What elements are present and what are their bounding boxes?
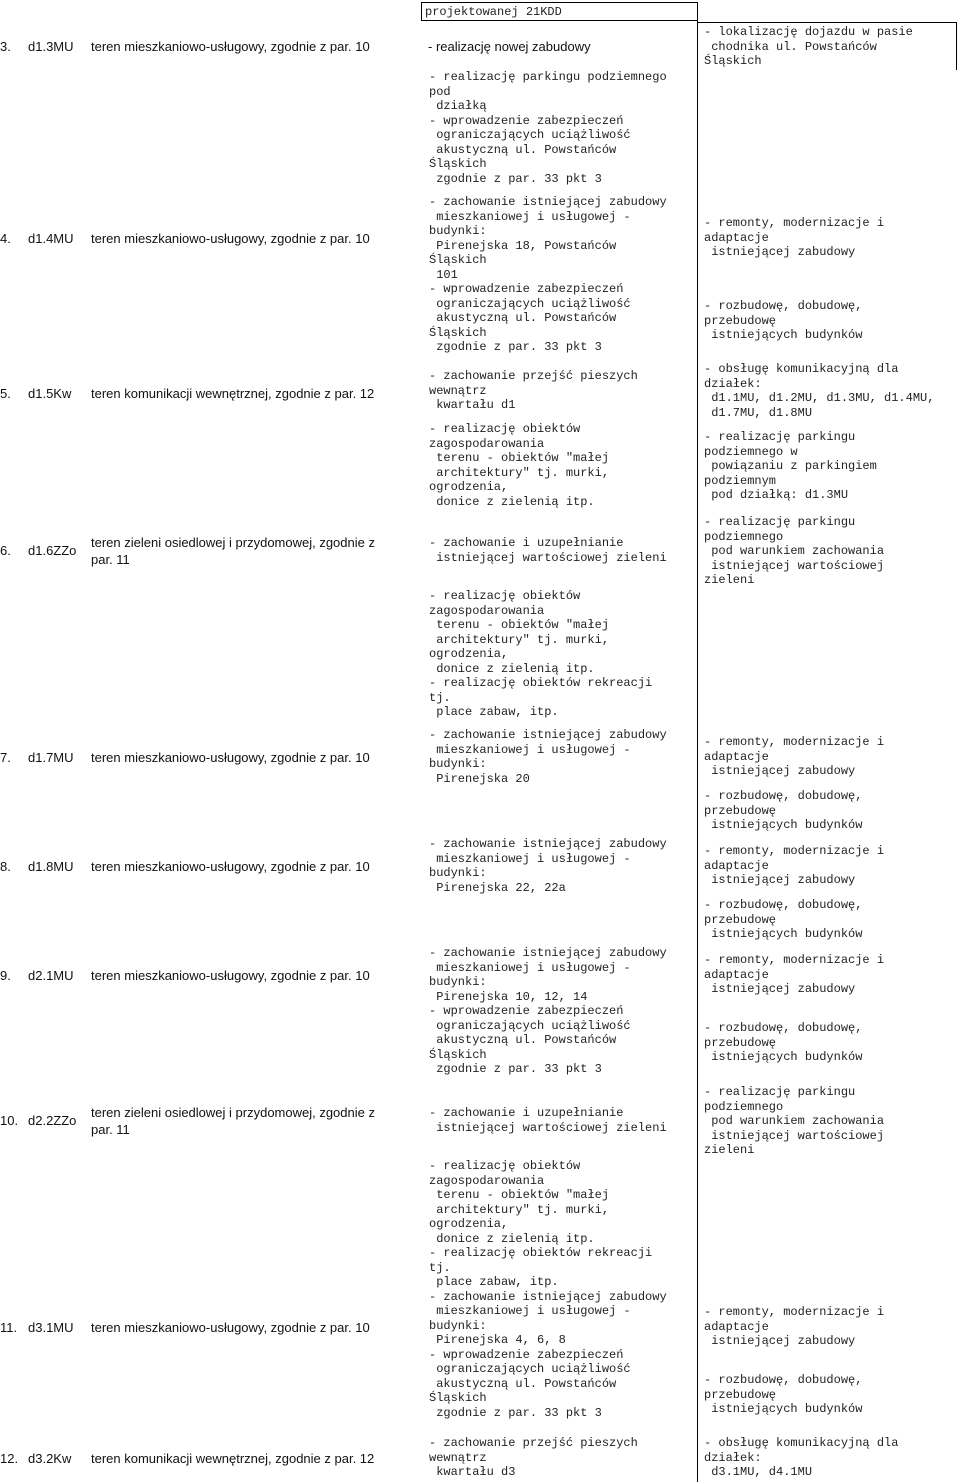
- text-line: zieleni: [704, 1143, 755, 1157]
- header-bottom-rule: [421, 20, 698, 21]
- col3-block: [704, 1436, 898, 1480]
- text-line: Śląskich: [429, 1391, 487, 1405]
- text-line: istniejącej zabudowy: [704, 873, 856, 887]
- row-description: teren mieszkaniowo-usługowy, zgodnie z par. 10: [91, 1320, 370, 1335]
- col3-block: [704, 735, 884, 779]
- row-number: 3.: [0, 39, 11, 54]
- text-line: zgodnie z par. 33 pkt 3: [429, 1405, 602, 1420]
- text-line: - zachowanie i uzupełnianie: [429, 1106, 624, 1120]
- row-description: teren mieszkaniowo-usługowy, zgodnie z par. 10: [91, 231, 370, 246]
- text-line: zgodnie z par. 33 pkt 3: [429, 171, 602, 186]
- text-line: - zachowanie i uzupełnianie: [429, 536, 624, 550]
- text-line: istniejących budynków: [704, 1050, 863, 1064]
- row-description: teren mieszkaniowo-usługowy, zgodnie z par. 10: [91, 750, 370, 765]
- row-description: teren zieleni osiedlowej i przydomowej, zgodnie z: [91, 1105, 375, 1120]
- text-line: istniejącej zabudowy: [704, 245, 856, 259]
- text-line: - lokalizację dojazdu w pasie: [704, 25, 913, 39]
- text-line: - wprowadzenie zabezpieczeń: [429, 282, 624, 296]
- row-number: 10.: [0, 1113, 19, 1128]
- text-line: adaptacje: [704, 1319, 769, 1334]
- col3-block: [704, 25, 913, 69]
- text-line: zgodnie z par. 33 pkt 3: [429, 340, 602, 354]
- col3-block: [704, 844, 884, 888]
- text-line: pod: [429, 84, 451, 99]
- col2-left-border: [421, 2, 422, 20]
- text-line: istniejącej zabudowy: [704, 1334, 856, 1348]
- text-line: kwartału d1: [429, 398, 516, 412]
- text-line: - obsługę komunikacyjną dla: [704, 1436, 899, 1450]
- col3-block: [704, 1373, 862, 1417]
- text-line: - wprowadzenie zabezpieczeń: [429, 113, 624, 128]
- text-line: przebudowę: [704, 1035, 777, 1050]
- text-line: adaptacje: [704, 967, 769, 982]
- text-line: Śląskich: [429, 325, 487, 340]
- row-number: 4.: [0, 231, 11, 246]
- text-line: przebudowę: [704, 803, 777, 818]
- col2-block: [429, 1106, 667, 1135]
- text-line: - rozbudowę, dobudowę,: [704, 898, 863, 912]
- text-line: - realizację obiektów: [429, 422, 581, 436]
- col3-block: [704, 1085, 884, 1158]
- text-line: budynki:: [429, 866, 487, 880]
- text-line: Śląskich: [429, 1047, 487, 1062]
- row-col2-text: - realizację nowej zabudowy: [428, 39, 591, 54]
- text-line: terenu - obiektów "małej: [429, 618, 610, 632]
- col3-block: [704, 789, 862, 833]
- text-line: - zachowanie istniejącej zabudowy: [429, 1289, 667, 1304]
- text-line: pod warunkiem zachowania: [704, 1114, 885, 1128]
- text-line: ograniczających uciążliwość: [429, 128, 631, 142]
- text-line: działek:: [704, 1450, 762, 1465]
- text-line: pod warunkiem zachowania: [704, 544, 885, 558]
- text-line: ogrodzenia,: [429, 647, 509, 661]
- text-line: istniejących budynków: [704, 1402, 863, 1416]
- row-number: 11.: [0, 1320, 18, 1335]
- row-code: d3.1MU: [28, 1320, 74, 1335]
- text-line: donice z zielenią itp.: [429, 1231, 595, 1246]
- text-line: - rozbudowę, dobudowę,: [704, 1021, 863, 1035]
- text-line: mieszkaniowej i usługowej -: [429, 851, 631, 866]
- col3-block: [704, 216, 884, 260]
- text-line: tj.: [429, 1260, 451, 1275]
- header-cell: projektowanej 21KDD: [425, 5, 562, 19]
- row-code: d1.3MU: [28, 39, 74, 54]
- col2-block: [429, 946, 667, 1077]
- text-line: istniejącej zabudowy: [704, 764, 856, 778]
- col2-block: [429, 837, 667, 895]
- text-line: budynki:: [429, 757, 487, 771]
- text-line: - wprowadzenie zabezpieczeń: [429, 1004, 624, 1018]
- text-line: adaptacje: [704, 858, 769, 873]
- header-top-rule: [421, 2, 698, 3]
- row-description: teren zieleni osiedlowej i przydomowej, zgodnie z: [91, 535, 375, 550]
- text-line: d1.1MU, d1.2MU, d1.3MU, d1.4MU,: [704, 391, 935, 405]
- text-line: adaptacje: [704, 230, 769, 245]
- text-line: architektury" tj. murki,: [429, 1202, 610, 1217]
- text-line: - realizację obiektów rekreacji: [429, 1246, 653, 1260]
- text-line: architektury" tj. murki,: [429, 632, 610, 647]
- text-line: donice z zielenią itp.: [429, 661, 595, 676]
- text-line: akustyczną ul. Powstańców: [429, 311, 617, 325]
- col3-top-rule: [697, 22, 957, 23]
- text-line: istniejących budynków: [704, 927, 863, 941]
- col3-block: [704, 515, 884, 588]
- row-number: 9.: [0, 968, 11, 983]
- text-line: - realizację parkingu podziemnego: [429, 70, 667, 84]
- text-line: mieszkaniowej i usługowej -: [429, 960, 631, 975]
- text-line: terenu - obiektów "małej: [429, 1188, 610, 1202]
- col2-block: [429, 195, 667, 355]
- row-code: d1.4MU: [28, 231, 74, 246]
- row-number: 12.: [0, 1451, 19, 1466]
- text-line: - remonty, modernizacje i: [704, 1305, 885, 1319]
- text-line: Pirenejska 20: [429, 771, 530, 786]
- text-line: działką: [429, 99, 487, 113]
- text-line: 101: [429, 267, 458, 282]
- row-code: d2.2ZZo: [28, 1113, 77, 1128]
- text-line: istniejących budynków: [704, 328, 863, 342]
- col2-block: [429, 70, 667, 186]
- row-code: d3.2Kw: [28, 1451, 72, 1466]
- text-line: pod działką: d1.3MU: [704, 488, 849, 502]
- text-line: - rozbudowę, dobudowę,: [704, 299, 863, 313]
- row-description: teren komunikacji wewnętrznej, zgodnie z par. 12: [91, 1451, 375, 1466]
- text-line: terenu - obiektów "małej: [429, 451, 610, 465]
- col3-block: [704, 898, 862, 942]
- text-line: podziemnym: [704, 473, 777, 488]
- text-line: mieszkaniowej i usługowej -: [429, 1304, 631, 1318]
- row-description: teren mieszkaniowo-usługowy, zgodnie z par. 10: [91, 39, 370, 54]
- text-line: istniejącej zabudowy: [704, 982, 856, 996]
- text-line: - realizację obiektów: [429, 589, 581, 603]
- text-line: place zabaw, itp.: [429, 705, 559, 719]
- text-line: - realizację parkingu: [704, 430, 856, 444]
- row-description-cont: par. 11: [91, 552, 130, 567]
- row-description: teren komunikacji wewnętrznej, zgodnie z par. 12: [91, 386, 375, 401]
- text-line: - zachowanie przejść pieszych: [429, 369, 638, 383]
- text-line: ograniczających uciążliwość: [429, 1018, 631, 1033]
- text-line: - zachowanie przejść pieszych: [429, 1436, 638, 1450]
- text-line: przebudowę: [704, 313, 777, 328]
- text-line: podziemnego w: [704, 444, 798, 459]
- text-line: Pirenejska 10, 12, 14: [429, 989, 588, 1004]
- text-line: akustyczną ul. Powstańców: [429, 1033, 617, 1047]
- text-line: mieszkaniowej i usługowej -: [429, 742, 631, 757]
- text-line: istniejącej wartościowej zieleni: [429, 550, 667, 565]
- text-line: - remonty, modernizacje i: [704, 953, 885, 967]
- text-line: tj.: [429, 690, 451, 705]
- text-line: Śląskich: [429, 157, 487, 171]
- col2-block: [429, 369, 638, 413]
- text-line: - zachowanie istniejącej zabudowy: [429, 195, 667, 209]
- row-code: d1.7MU: [28, 750, 74, 765]
- text-line: wewnątrz: [429, 1450, 487, 1465]
- text-line: donice z zielenią itp.: [429, 494, 595, 509]
- text-line: ogrodzenia,: [429, 480, 509, 494]
- row-code: d2.1MU: [28, 968, 74, 983]
- col3-left-border: [697, 2, 698, 1482]
- text-line: mieszkaniowej i usługowej -: [429, 209, 631, 224]
- text-line: powiązaniu z parkingiem: [704, 459, 877, 473]
- text-line: zagospodarowania: [429, 603, 545, 618]
- text-line: przebudowę: [704, 1387, 777, 1402]
- row-number: 8.: [0, 859, 11, 874]
- text-line: - remonty, modernizacje i: [704, 216, 885, 230]
- text-line: - realizację parkingu: [704, 515, 856, 529]
- text-line: d3.1MU, d4.1MU: [704, 1465, 813, 1479]
- text-line: - rozbudowę, dobudowę,: [704, 1373, 863, 1387]
- col2-block: [429, 728, 667, 786]
- row-number: 7.: [0, 750, 11, 765]
- row-code: d1.5Kw: [28, 386, 72, 401]
- text-line: architektury" tj. murki,: [429, 465, 610, 480]
- text-line: chodnika ul. Powstańców: [704, 39, 877, 54]
- row-description: teren mieszkaniowo-usługowy, zgodnie z par. 10: [91, 859, 370, 874]
- col2-block: [429, 422, 609, 509]
- text-line: akustyczną ul. Powstańców: [429, 1376, 617, 1391]
- row-number: 5.: [0, 386, 11, 401]
- text-line: - realizację parkingu: [704, 1085, 856, 1099]
- text-line: zagospodarowania: [429, 436, 545, 451]
- col3-block: [704, 1021, 862, 1065]
- text-line: - rozbudowę, dobudowę,: [704, 789, 863, 803]
- text-line: zieleni: [704, 573, 755, 587]
- row-code: d1.6ZZo: [28, 543, 77, 558]
- row-description-cont: par. 11: [91, 1122, 130, 1137]
- text-line: zgodnie z par. 33 pkt 3: [429, 1062, 602, 1076]
- text-line: działek:: [704, 376, 762, 391]
- text-line: podziemnego: [704, 1099, 784, 1114]
- text-line: ograniczających uciążliwość: [429, 296, 631, 311]
- text-line: budynki:: [429, 224, 487, 238]
- col2-block: [429, 1159, 667, 1420]
- text-line: zagospodarowania: [429, 1173, 545, 1188]
- row-description: teren mieszkaniowo-usługowy, zgodnie z par. 10: [91, 968, 370, 983]
- text-line: budynki:: [429, 1318, 487, 1333]
- col2-block: [429, 1436, 638, 1480]
- text-line: Pirenejska 4, 6, 8: [429, 1333, 566, 1347]
- text-line: - wprowadzenie zabezpieczeń: [429, 1347, 624, 1362]
- col3-block: [704, 953, 884, 997]
- text-line: wewnątrz: [429, 383, 487, 398]
- text-line: - remonty, modernizacje i: [704, 844, 885, 858]
- row-number: 6.: [0, 543, 11, 558]
- col3-block: [704, 430, 877, 503]
- text-line: - zachowanie istniejącej zabudowy: [429, 728, 667, 742]
- text-line: place zabaw, itp.: [429, 1275, 559, 1289]
- text-line: kwartału d3: [429, 1465, 516, 1479]
- text-line: Pirenejska 22, 22a: [429, 880, 566, 895]
- text-line: Pirenejska 18, Powstańców: [429, 238, 617, 253]
- col3-right-border: [956, 22, 957, 70]
- text-line: Śląskich: [704, 54, 762, 68]
- text-line: ogrodzenia,: [429, 1217, 509, 1231]
- text-line: - realizację obiektów rekreacji: [429, 676, 653, 690]
- text-line: adaptacje: [704, 749, 769, 764]
- col2-block: [429, 536, 667, 565]
- text-line: - remonty, modernizacje i: [704, 735, 885, 749]
- text-line: istniejących budynków: [704, 818, 863, 832]
- text-line: Śląskich: [429, 253, 487, 267]
- col3-block: [704, 362, 934, 420]
- col3-block: [704, 1305, 884, 1349]
- text-line: - zachowanie istniejącej zabudowy: [429, 837, 667, 851]
- col3-block: [704, 299, 862, 343]
- text-line: przebudowę: [704, 912, 777, 927]
- text-line: istniejącej wartościowej zieleni: [429, 1120, 667, 1135]
- text-line: - zachowanie istniejącej zabudowy: [429, 946, 667, 960]
- text-line: podziemnego: [704, 529, 784, 544]
- text-line: ograniczających uciążliwość: [429, 1362, 631, 1376]
- text-line: d1.7MU, d1.8MU: [704, 405, 813, 420]
- text-line: - realizację obiektów: [429, 1159, 581, 1173]
- text-line: istniejącej wartościowej: [704, 1128, 885, 1143]
- text-line: budynki:: [429, 975, 487, 989]
- row-code: d1.8MU: [28, 859, 74, 874]
- text-line: akustyczną ul. Powstańców: [429, 142, 617, 157]
- col2-block: [429, 589, 652, 720]
- text-line: istniejącej wartościowej: [704, 558, 885, 573]
- text-line: - obsługę komunikacyjną dla: [704, 362, 899, 376]
